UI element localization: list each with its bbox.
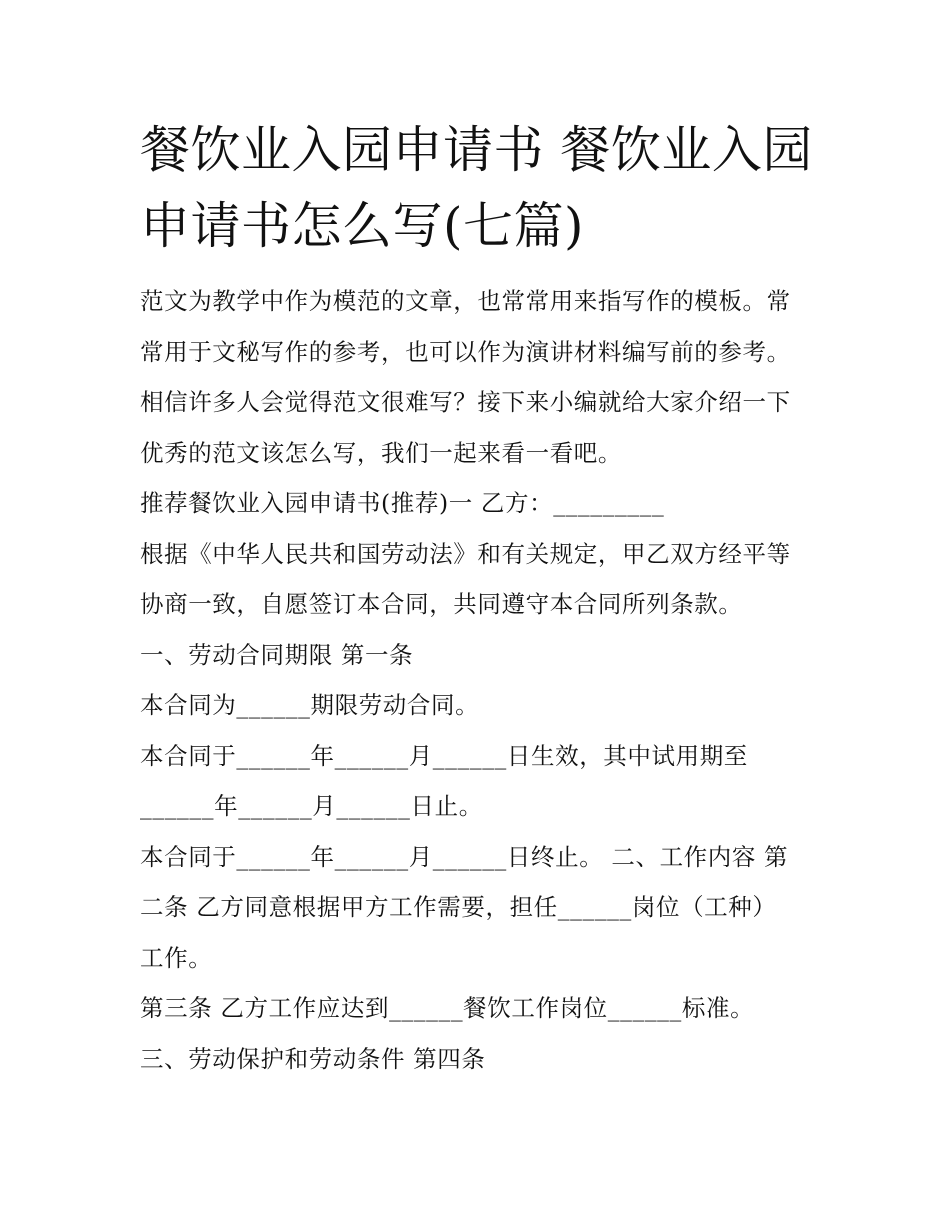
title-line-1: 餐饮业入园申请书 餐饮业入园 (140, 121, 813, 179)
document-body (140, 276, 830, 1084)
body-line: 本合同于______年______月______日生效，其中试用期至 (140, 741, 748, 770)
document-title (140, 112, 840, 264)
body-line: 推荐餐饮业入园申请书(推荐)一 乙方：_________ (140, 489, 665, 517)
body-line: 优秀的范文该怎么写，我们一起来看一看吧。 (140, 438, 622, 467)
body-line: 第三条 乙方工作应达到______餐饮工作岗位______标准。 (140, 994, 755, 1022)
body-line: 范文为教学中作为模范的文章，也常常用来指写作的模板。常 (140, 287, 791, 315)
title-line-2: 申请书怎么写(七篇) (140, 197, 585, 255)
body-line: ______年______月______日止。 (140, 792, 483, 820)
section-heading: 三、劳动保护和劳动条件 第四条 (140, 1044, 486, 1073)
body-line: 本合同为______期限劳动合同。 (140, 691, 480, 719)
body-line: 协商一致，自愿签订本合同，共同遵守本合同所列条款。 (140, 590, 743, 618)
body-line: 二条 乙方同意根据甲方工作需要，担任______岗位（工种） (140, 893, 777, 921)
body-line: 根据《中华人民共和国劳动法》和有关规定，甲乙双方经平等 (140, 539, 791, 568)
body-line: 工作。 (140, 943, 213, 972)
body-line: 相信许多人会觉得范文很难写？接下来小编就给大家介绍一下 (140, 388, 791, 416)
body-line: 本合同于______年______月______日终止。 二、工作内容 第 (140, 842, 789, 871)
section-heading: 一、劳动合同期限 第一条 (140, 640, 414, 669)
body-line: 常用于文秘写作的参考，也可以作为演讲材料编写前的参考。 (140, 337, 791, 366)
